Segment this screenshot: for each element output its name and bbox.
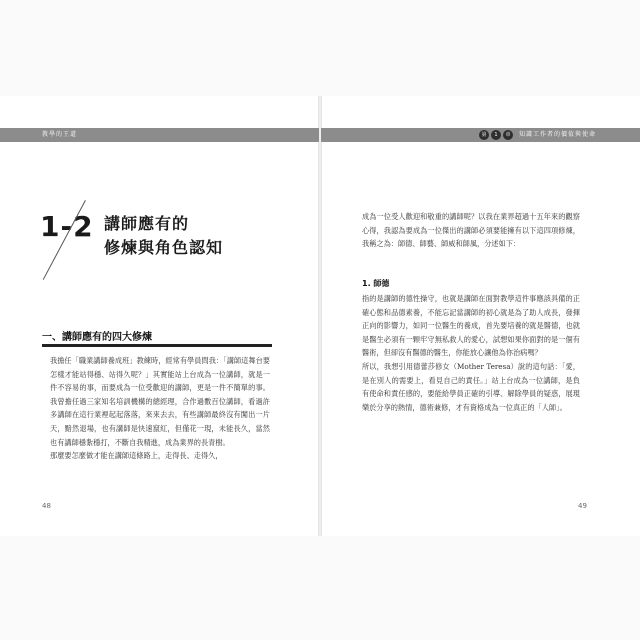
right-page-number: 49 xyxy=(578,502,587,510)
chapter-badge-3: 章 xyxy=(503,130,513,140)
chapter-badge-1: 第 xyxy=(479,130,489,140)
book-gutter xyxy=(318,96,322,536)
section-rule xyxy=(42,344,272,347)
left-header-text: 教學的王道 xyxy=(42,131,78,138)
left-body-text xyxy=(50,354,270,463)
chapter-title-line2: 修煉與角色認知 xyxy=(104,238,224,257)
right-running-header xyxy=(321,128,640,142)
chapter-number: 1-2 xyxy=(40,210,94,243)
right-header-text: 知識工作者的價值與使命 xyxy=(519,131,597,138)
chapter-title-line1: 講師應有的 xyxy=(104,214,190,233)
left-page-number: 48 xyxy=(42,502,51,510)
left-running-header xyxy=(0,128,319,142)
chapter-title xyxy=(104,212,223,260)
left-paragraph-1: 我擔任「職業講師養成班」教練時，經常有學員問我：「講師這舞台要怎樣才能站得穩、站得久呢？」其實能站上台成為一位講師，就是一件不容易的事，而要成為一位受歡迎的講師，更是一件不簡單的事。我曾擔任過三家知名培訓機構的總經理，合作過數百位講師，看過許多講師在這行業裡起起落落，來來去去，有些講師最終沒有闖出一片天，黯然退場，也有講師是快速竄紅，但僅花一現，未能長久，當然也有講師穩紮穩打，不斷自我精進，成為業界的長青樹。 xyxy=(50,356,270,447)
right-paragraph-1: 成為一位受人歡迎和敬重的講師呢？以我在業界超過十五年來的觀察心得，我認為要成為一位傑出的講師必須要能擁有以下這四項修煉，我稱之為：師德、師藝、師威和師風，分述如下： xyxy=(362,212,580,249)
right-paragraph-3: 所以，我想引用德蕾莎修女（Mother Teresa）說的這句話：「愛，是在別人的需要上，看見自己的責任。」站上台成為一位講師，是負有使命和責任感的，要能給學員正確的引導、解除學員的疑惑，展現樂於分享的熱情，德術兼修，才有資格成為一位真正的「人師」。 xyxy=(362,362,580,412)
left-paragraph-2: 那麼要怎麼做才能在講師這條路上，走得長、走得久， xyxy=(50,451,223,461)
left-page xyxy=(0,96,319,536)
right-paragraph-2: 指的是講師的德性操守，也就是講師在面對教學這件事應該具備的正確心態和品德素養，不能忘記當講師的初心就是為了助人成長，發揮正向的影響力，如同一位醫生的養成，首先要培養的就是醫德，也就是醫生必須有一顆牢守無私救人的愛心，試想如果你面對的是一個有醫術，但卻沒有醫德的醫生，你能放心讓他為你治病嗎？ xyxy=(362,294,580,358)
chapter-badge-2: 1 xyxy=(491,130,501,140)
section-heading: 一、講師應有的四大修煉 xyxy=(42,332,152,343)
right-subheading: 1. 師德 xyxy=(362,279,390,288)
